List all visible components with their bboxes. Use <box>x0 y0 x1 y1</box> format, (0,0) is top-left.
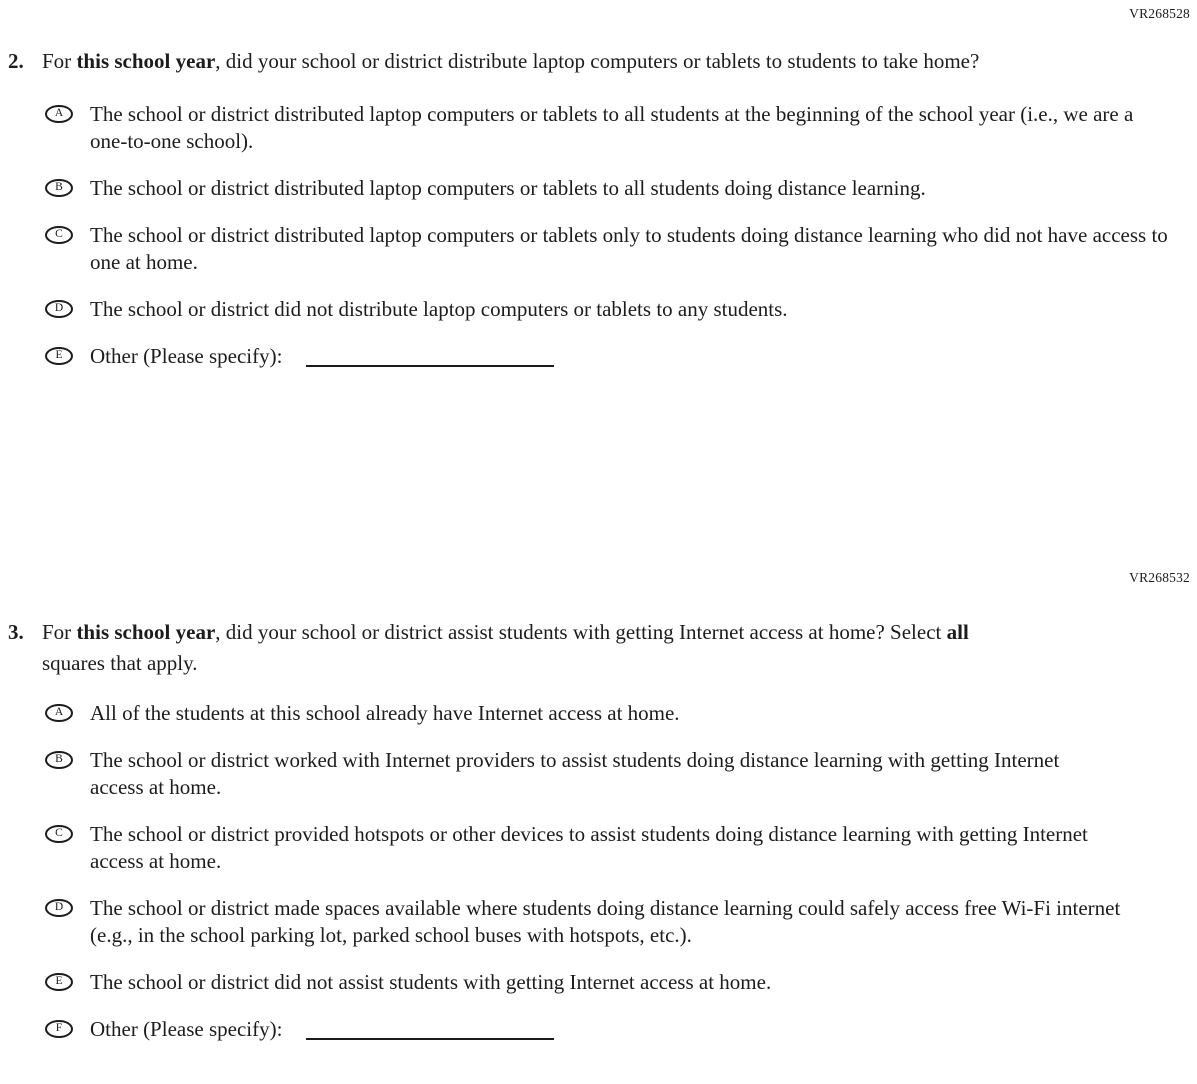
option-row-c <box>45 821 1193 875</box>
option-bubble-a[interactable]: A <box>45 704 73 722</box>
option-label-e <box>90 343 554 370</box>
option-row-d <box>45 895 1193 949</box>
other-specify-label: Other (Please specify): <box>90 1017 283 1041</box>
option-row-d <box>45 296 1193 323</box>
option-label-c: The school or district provided hotspots or other devices to assist students doing distance learning with getting Internet access at home. <box>90 822 1088 873</box>
question-3 <box>8 617 1193 1043</box>
option-row-e <box>45 969 1193 996</box>
question-3-head <box>8 617 1193 679</box>
option-bubble-f[interactable]: F <box>45 1020 73 1038</box>
other-specify-label: Other (Please specify): <box>90 344 283 368</box>
prompt-segment-bold: this school year <box>76 49 216 73</box>
prompt-segment: For <box>42 49 77 73</box>
option-row-b <box>45 747 1193 801</box>
question-3-number: 3. <box>8 620 24 644</box>
question-2 <box>8 46 1193 370</box>
option-bubble-d[interactable]: D <box>45 300 73 318</box>
question-2-number: 2. <box>8 49 24 73</box>
prompt-segment: squares that apply. <box>42 651 198 675</box>
option-label-f <box>90 1016 554 1043</box>
prompt-segment: , did your school or district distribute laptop computers or tablets to students to take home? <box>215 49 980 73</box>
option-label-b: The school or district worked with Internet providers to assist students doing distance learning with getting Internet access at home. <box>90 748 1060 799</box>
option-label-a: The school or district distributed laptop computers or tablets to all students at the beginning of the school year (i.e., we are a one-to-one school). <box>90 102 1134 153</box>
form-code-q3: VR268532 <box>1129 570 1190 585</box>
question-3-options <box>45 700 1193 1043</box>
prompt-segment-bold: all <box>946 620 969 644</box>
option-bubble-a[interactable]: A <box>45 105 73 123</box>
question-2-prompt <box>42 46 979 77</box>
option-bubble-c[interactable]: C <box>45 226 73 244</box>
option-bubble-e[interactable]: E <box>45 973 73 991</box>
option-row-a <box>45 700 1193 727</box>
option-bubble-b[interactable]: B <box>45 179 73 197</box>
option-bubble-e[interactable]: E <box>45 347 73 365</box>
write-in-line[interactable] <box>306 1038 554 1040</box>
option-bubble-d[interactable]: D <box>45 899 73 917</box>
option-label-d: The school or district made spaces available where students doing distance learning could safely access free Wi-Fi internet (e.g., in the school parking lot, parked school buses with hotspots, etc.). <box>90 896 1121 947</box>
option-row-c <box>45 222 1193 276</box>
option-label-d: The school or district did not distribute laptop computers or tablets to any students. <box>90 297 788 321</box>
option-row-e <box>45 343 1193 370</box>
form-code-q2: VR268528 <box>1129 6 1190 21</box>
option-row-a <box>45 101 1193 155</box>
prompt-segment: For <box>42 620 77 644</box>
prompt-segment: , did your school or district assist students with getting Internet access at home? Select <box>215 620 947 644</box>
prompt-segment-bold: this school year <box>76 620 216 644</box>
option-bubble-b[interactable]: B <box>45 751 73 769</box>
question-3-prompt <box>42 617 1002 679</box>
option-row-f <box>45 1016 1193 1043</box>
option-label-e: The school or district did not assist students with getting Internet access at home. <box>90 970 772 994</box>
question-2-head <box>8 46 1193 77</box>
option-label-c: The school or district distributed laptop computers or tablets only to students doing distance learning who did not have access to one at home. <box>90 223 1168 274</box>
option-label-b: The school or district distributed laptop computers or tablets to all students doing distance learning. <box>90 176 926 200</box>
option-bubble-c[interactable]: C <box>45 825 73 843</box>
option-row-b <box>45 175 1193 202</box>
write-in-line[interactable] <box>306 365 554 367</box>
question-2-options <box>45 101 1193 370</box>
option-label-a: All of the students at this school already have Internet access at home. <box>90 701 680 725</box>
